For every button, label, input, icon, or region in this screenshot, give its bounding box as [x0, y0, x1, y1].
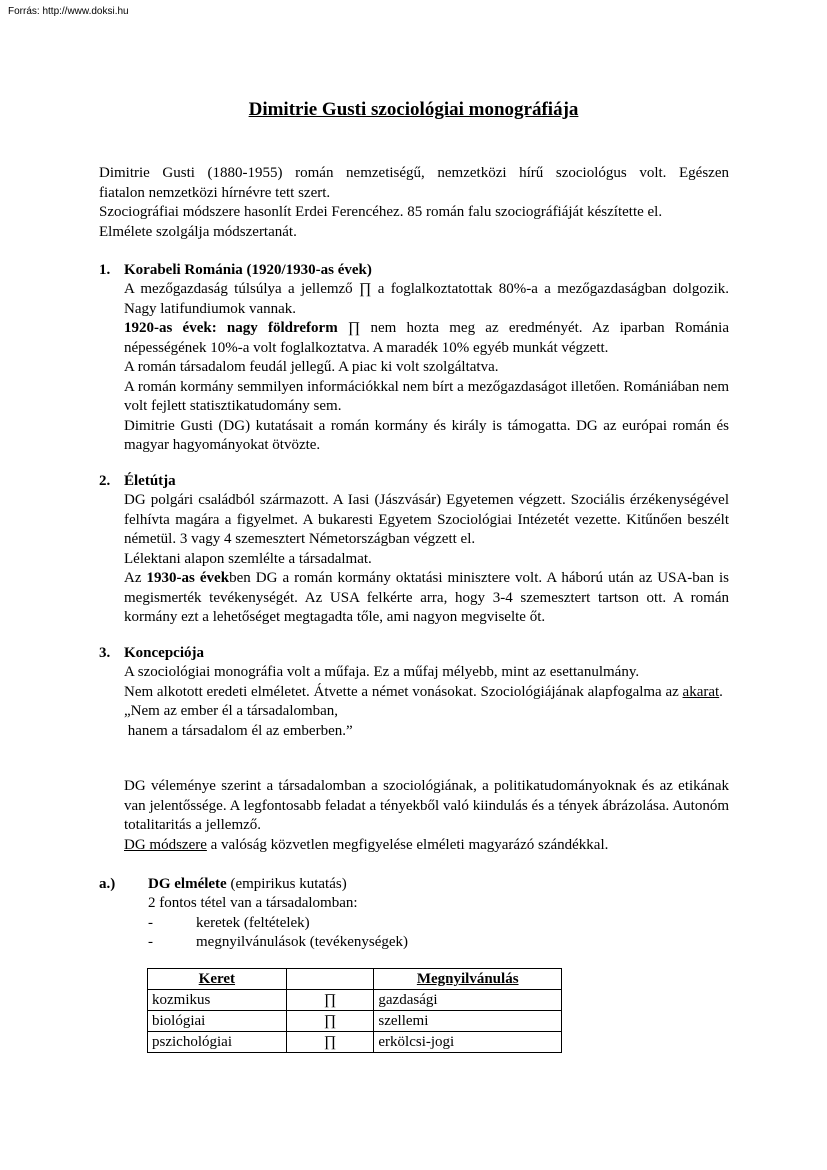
section-number: 3.	[99, 645, 111, 661]
table-row	[148, 990, 562, 1011]
table-row	[148, 1011, 562, 1032]
section-number: 2.	[99, 473, 111, 489]
bold-text: 1930-as évek	[146, 570, 230, 586]
intro-line: Szociográfiai módszere hasonlít Erdei Ferencéhez. 85 román falu szociográfiáját készítette el.	[99, 204, 663, 220]
section-title: Életútja	[124, 473, 176, 489]
paragraph: A mezőgazdaság túlsúlya a jellemző ∏ a foglalkoztatottak 80%-a a mezőgazdaságban dolgozik. Nagy latifundiumok vannak.	[124, 281, 729, 317]
quote-line: hanem a társadalom él az emberben.”	[124, 722, 353, 739]
table-cell: erkölcsi-jogi	[374, 1032, 562, 1053]
paragraph: DG véleménye szerint a társadalomban a szociológiának, a politikatudományoknak és az etikának van jelentőssége. A legfontosabb feladat a tényekből való kiindulás és a tények ábrázolása. Autonóm totalitaritás a jellemző.	[124, 778, 729, 833]
paragraph	[124, 683, 729, 703]
paragraph-text: Az	[124, 570, 147, 586]
table-row	[148, 1032, 562, 1053]
intro-line: Elmélete szolgálja módszertanát.	[99, 223, 297, 240]
table-header-row	[148, 969, 562, 990]
framework-table	[147, 968, 562, 1053]
dash-bullet: -	[148, 914, 153, 931]
table-cell: ∏	[286, 1032, 374, 1053]
bold-text: 1920-as évek: nagy földreform	[124, 320, 338, 336]
paragraph: Dimitrie Gusti (DG) kutatásait a román kormány és király is támogatta. DG az európai román és magyar hagyományokat ötvözte.	[124, 417, 729, 453]
paragraph-text: .	[719, 683, 723, 700]
paragraph: Lélektani alapon szemlélte a társadalmat.	[124, 550, 372, 567]
source-note: Forrás: http://www.doksi.hu	[8, 6, 129, 17]
dash-bullet: -	[148, 934, 153, 950]
section-number: 1.	[99, 262, 111, 278]
section-3-body-continued	[124, 777, 729, 855]
subsection-a-heading	[99, 875, 347, 895]
list-item	[148, 933, 708, 953]
column-header: Megnyilvánulás	[374, 969, 562, 990]
dash-list	[148, 914, 708, 953]
paragraph-text: ∏ nem hozta meg az eredményét. Az iparban Románia népességének 10%-a volt foglalkoztatva. A maradék 10% egyéb munkát végzett.	[124, 320, 729, 356]
table-cell: ∏	[286, 1011, 374, 1032]
paragraph-text: Nem alkotott eredeti elméletet. Átvette a német vonásokat. Szociológiájának alapfogalma az	[124, 683, 683, 700]
paragraph: DG polgári családból származott. A Iasi (Jászvásár) Egyetemen végzett. Szociális érzékenységével felhívta magára a figyelmet. A bukaresti Egyetem Szociológiai Intézetét vezette. Kitűnően beszélt németül. 3 vagy 4 szemesztert Németországban végzett el.	[124, 492, 729, 547]
paragraph: 2 fontos tétel van a társadalomban:	[148, 895, 358, 911]
document-title: Dimitrie Gusti szociológiai monográfiája	[248, 99, 579, 120]
section-3-heading	[99, 644, 204, 664]
intro-paragraph	[99, 164, 729, 242]
section-1-body	[124, 280, 729, 456]
table-cell: biológiai	[148, 1011, 287, 1032]
table-cell: gazdasági	[374, 990, 562, 1011]
table-cell: ∏	[286, 990, 374, 1011]
list-item	[148, 914, 708, 934]
paragraph: A román társadalom feudál jellegű. A piac ki volt szolgáltatva.	[124, 359, 499, 375]
bold-text: DG elmélete	[148, 876, 227, 892]
section-2-body	[124, 491, 729, 628]
section-2-heading	[99, 472, 176, 492]
intro-line: Dimitrie Gusti (1880-1955) román nemzetiségű, nemzetközi hírű szociológus volt. Egészen	[99, 165, 729, 181]
paragraph: A szociológiai monográfia volt a műfaja. Ez a műfaj mélyebb, mint az esettanulmány.	[124, 664, 640, 680]
underlined-term: akarat	[682, 683, 720, 700]
paragraph: A román kormány semmilyen információkkal nem bírt a mezőgazdaságot illetően. Romániában nem volt fejlett statisztikatudomány sem.	[124, 378, 729, 414]
section-title: Korabeli Románia (1920/1930-as évek)	[124, 262, 372, 278]
heading-text: (empirikus kutatás)	[226, 876, 347, 892]
paragraph	[124, 836, 729, 856]
paragraph	[124, 569, 729, 628]
table-cell: kozmikus	[148, 990, 287, 1011]
subsection-label: a.)	[99, 876, 116, 892]
list-item-text: keretek (feltételek)	[196, 914, 310, 931]
column-header: Keret	[148, 969, 287, 990]
paragraph	[124, 319, 729, 358]
paragraph-text: ben DG a román kormány oktatási minisztere volt. A háború után az USA-ban is megismerték tevékenységét. Az USA felkérte arra, hogy 3-4 szemesztert tartson ott. A román kormány ezt a lehetőséget megtagadta tőle, ami nagyon megviselte őt.	[124, 570, 729, 625]
quote-line: „Nem az ember él a társadalomban,	[124, 703, 339, 719]
list-item-text: megnyilvánulások (tevékenységek)	[196, 934, 409, 950]
underlined-term: DG módszere	[124, 836, 207, 853]
section-1-heading	[99, 261, 372, 281]
paragraph-text: a valóság közvetlen megfigyelése elméleti magyarázó szándékkal.	[206, 836, 609, 853]
section-title: Koncepciója	[124, 645, 204, 661]
intro-line: fiatalon nemzetközi hírnévre tett szert.	[99, 184, 331, 201]
table-cell: szellemi	[374, 1011, 562, 1032]
subsection-a-body	[148, 894, 708, 953]
section-3-body	[124, 663, 729, 741]
table-cell: pszichológiai	[148, 1032, 287, 1053]
column-header	[286, 969, 374, 990]
